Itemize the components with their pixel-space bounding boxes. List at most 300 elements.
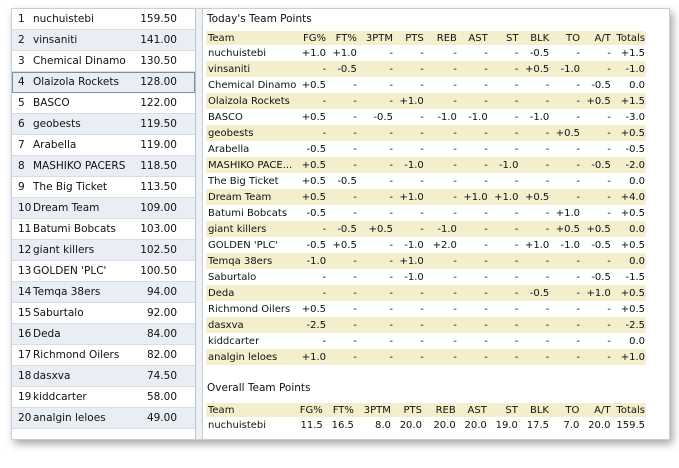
- standings-points: 58.00: [146, 391, 177, 403]
- stat-cell: -: [458, 61, 489, 77]
- standings-rank: 8: [18, 160, 25, 172]
- standings-label: [18, 139, 135, 151]
- stat-cell: -: [298, 221, 327, 237]
- stat-cell: 20.0: [580, 417, 611, 433]
- standings-rank: 7: [18, 139, 25, 151]
- stat-cell: -: [519, 269, 550, 285]
- stat-cell: +0.5: [358, 221, 394, 237]
- stat-cell: -: [519, 77, 550, 93]
- stat-cell: -: [519, 205, 550, 221]
- stat-cell: -: [489, 93, 520, 109]
- stat-cell: +0.5: [612, 125, 646, 141]
- standings-label: [18, 223, 135, 235]
- standings-row[interactable]: [12, 219, 195, 240]
- stat-cell: -: [550, 301, 581, 317]
- standings-rank: 19: [18, 391, 32, 403]
- column-header[interactable]: AST: [457, 403, 488, 417]
- stat-cell: -0.5: [327, 173, 358, 189]
- stat-cell: +0.5: [298, 77, 327, 93]
- stat-cell: -2.5: [612, 317, 646, 333]
- stat-cell: -: [489, 301, 520, 317]
- stat-cell: -0.5: [581, 157, 612, 173]
- stat-cell: -: [550, 285, 581, 301]
- stat-cell: -: [327, 269, 358, 285]
- table-row[interactable]: [206, 157, 646, 173]
- stat-cell: -0.5: [581, 237, 612, 253]
- standings-team: geobests: [33, 118, 81, 130]
- standings-team: Deda: [33, 328, 61, 340]
- stat-cell: -: [550, 317, 581, 333]
- stat-cell: -: [327, 93, 358, 109]
- standings-row[interactable]: [12, 198, 195, 219]
- standings-rank: 14: [18, 286, 32, 298]
- stat-cell: -: [394, 141, 425, 157]
- stat-cell: -: [581, 349, 612, 365]
- stat-cell: -: [327, 189, 358, 205]
- stat-cell: -: [394, 317, 425, 333]
- stat-cell: -: [458, 269, 489, 285]
- table-row[interactable]: [206, 109, 646, 125]
- stat-cell: -: [298, 93, 327, 109]
- stat-cell: +1.5: [612, 45, 646, 61]
- standings-label: [18, 55, 135, 67]
- stat-cell: +0.5: [581, 221, 612, 237]
- stat-cell: -: [550, 333, 581, 349]
- stat-cell: -: [358, 237, 394, 253]
- stat-cell: -: [425, 333, 458, 349]
- stat-cell: -: [550, 189, 581, 205]
- stat-cell: -: [458, 253, 489, 269]
- standings-team: Richmond Oilers: [33, 349, 120, 361]
- table-row[interactable]: [206, 269, 646, 285]
- standings-team: Chemical Dinamo: [33, 55, 126, 67]
- table-row[interactable]: [206, 237, 646, 253]
- stat-cell: +0.5: [519, 61, 550, 77]
- stat-cell: -0.5: [327, 221, 358, 237]
- standings-label: [18, 202, 135, 214]
- standings-rank: 1: [18, 13, 25, 25]
- column-header[interactable]: A/T: [581, 31, 612, 45]
- stat-cell: -: [458, 349, 489, 365]
- standings-label: [18, 328, 135, 340]
- standings-points: 122.00: [140, 97, 177, 109]
- stat-cell: -: [327, 317, 358, 333]
- stat-cell: -: [458, 205, 489, 221]
- stat-cell: +0.5: [298, 157, 327, 173]
- pane-splitter[interactable]: [196, 9, 203, 440]
- table-row[interactable]: [206, 349, 646, 365]
- stat-cell: -: [327, 157, 358, 173]
- stat-cell: -: [458, 221, 489, 237]
- stat-cell: +0.5: [519, 189, 550, 205]
- team-cell: Olaizola Rockets: [206, 93, 298, 109]
- column-header[interactable]: FT%: [327, 31, 358, 45]
- stat-cell: -: [394, 349, 425, 365]
- column-header[interactable]: 3PTM: [358, 31, 394, 45]
- stat-cell: -: [358, 157, 394, 173]
- column-header[interactable]: REB: [423, 403, 457, 417]
- stat-cell: -: [394, 285, 425, 301]
- team-cell: BASCO: [206, 109, 298, 125]
- standings-row[interactable]: [12, 408, 195, 429]
- standings-label: [18, 412, 135, 424]
- standings-rank: 12: [18, 244, 32, 256]
- table-row[interactable]: [206, 141, 646, 157]
- stat-cell: -: [489, 45, 520, 61]
- stat-cell: -: [519, 93, 550, 109]
- stat-cell: -: [581, 173, 612, 189]
- stat-cell: -: [550, 77, 581, 93]
- stat-cell: -1.0: [394, 157, 425, 173]
- stat-cell: -1.0: [550, 237, 581, 253]
- stat-cell: -: [519, 141, 550, 157]
- standings-team: Arabella: [33, 139, 77, 151]
- standings-row[interactable]: [12, 177, 195, 198]
- team-cell: kiddcarter: [206, 333, 298, 349]
- stat-cell: +0.5: [612, 205, 646, 221]
- standings-rank: 2: [18, 34, 25, 46]
- stat-cell: -: [519, 333, 550, 349]
- team-cell: analgin leloes: [206, 349, 298, 365]
- stat-cell: -: [489, 205, 520, 221]
- stat-cell: -: [394, 77, 425, 93]
- stat-cell: -: [298, 269, 327, 285]
- stat-cell: +1.0: [327, 45, 358, 61]
- column-header[interactable]: TO: [550, 31, 581, 45]
- stat-cell: -: [489, 333, 520, 349]
- stat-cell: +1.0: [489, 189, 520, 205]
- table-row[interactable]: [206, 45, 646, 61]
- standings-points: 118.50: [140, 160, 177, 172]
- standings-points: 49.00: [146, 412, 177, 424]
- standings-team: BASCO: [33, 97, 70, 109]
- stat-cell: -: [425, 125, 458, 141]
- standings-row[interactable]: [12, 51, 195, 72]
- stat-cell: -: [519, 173, 550, 189]
- stat-cell: -: [581, 317, 612, 333]
- standings-rank: 3: [18, 55, 25, 67]
- standings-row[interactable]: [12, 324, 195, 345]
- stat-cell: +0.5: [550, 221, 581, 237]
- standings-team: The Big Ticket: [33, 181, 108, 193]
- column-header[interactable]: 3PTM: [355, 403, 392, 417]
- standings-label: [18, 97, 135, 109]
- standings-points: 94.00: [146, 286, 177, 298]
- team-cell: Deda: [206, 285, 298, 301]
- stat-cell: -: [581, 61, 612, 77]
- stat-cell: -: [458, 77, 489, 93]
- stat-cell: -: [394, 221, 425, 237]
- stat-cell: -: [358, 77, 394, 93]
- column-header[interactable]: PTS: [392, 403, 423, 417]
- stat-cell: -: [425, 157, 458, 173]
- column-header[interactable]: AST: [458, 31, 489, 45]
- standings-team: vinsaniti: [33, 34, 78, 46]
- table-row[interactable]: [206, 125, 646, 141]
- team-cell: Batumi Bobcats: [206, 205, 298, 221]
- standings-points: 92.00: [146, 307, 177, 319]
- standings-points: 119.00: [140, 139, 177, 151]
- stat-cell: 20.0: [457, 417, 488, 433]
- column-header[interactable]: BLK: [519, 403, 550, 417]
- standings-row[interactable]: [12, 387, 195, 408]
- stat-cell: 159.5: [611, 417, 646, 433]
- standings-label: [18, 265, 135, 277]
- standings-row[interactable]: [12, 114, 195, 135]
- standings-team: Batumi Bobcats: [33, 223, 116, 235]
- team-points-pane[interactable]: [203, 9, 670, 440]
- standings-row[interactable]: [12, 135, 195, 156]
- team-cell: vinsaniti: [206, 61, 298, 77]
- stat-cell: -: [550, 349, 581, 365]
- column-header[interactable]: PTS: [394, 31, 425, 45]
- stat-cell: -: [581, 333, 612, 349]
- stat-cell: -: [581, 125, 612, 141]
- column-header[interactable]: Totals: [611, 403, 646, 417]
- standings-team: GOLDEN 'PLC': [33, 265, 107, 277]
- stat-cell: -: [358, 93, 394, 109]
- table-row[interactable]: [206, 61, 646, 77]
- stat-cell: -: [519, 221, 550, 237]
- stat-cell: 20.0: [423, 417, 457, 433]
- standings-rank: 15: [18, 307, 32, 319]
- table-row[interactable]: [206, 189, 646, 205]
- stat-cell: +2.0: [425, 237, 458, 253]
- stat-cell: -: [394, 45, 425, 61]
- table-row[interactable]: [206, 77, 646, 93]
- standings-row[interactable]: [12, 366, 195, 387]
- stat-cell: -: [358, 189, 394, 205]
- stat-cell: -: [458, 141, 489, 157]
- stat-cell: -1.0: [394, 237, 425, 253]
- stat-cell: -0.5: [581, 77, 612, 93]
- standings-row[interactable]: [12, 30, 195, 51]
- stat-cell: -: [327, 205, 358, 221]
- table-row[interactable]: [206, 253, 646, 269]
- stat-cell: +1.0: [394, 253, 425, 269]
- standings-team: MASHIKO PACERS: [33, 160, 126, 172]
- column-header[interactable]: Team: [206, 31, 298, 45]
- stat-cell: 0.0: [612, 77, 646, 93]
- stat-cell: +1.0: [394, 93, 425, 109]
- stat-cell: -: [425, 317, 458, 333]
- stat-cell: +1.0: [612, 349, 646, 365]
- table-row[interactable]: [206, 93, 646, 109]
- stat-cell: +1.0: [298, 349, 327, 365]
- standings-team: kiddcarter: [33, 391, 87, 403]
- table-row[interactable]: [206, 285, 646, 301]
- stat-cell: -: [358, 333, 394, 349]
- column-header[interactable]: A/T: [580, 403, 611, 417]
- stat-cell: -: [489, 173, 520, 189]
- stat-cell: -: [425, 77, 458, 93]
- standings-points: 141.00: [140, 34, 177, 46]
- stat-cell: -: [550, 93, 581, 109]
- stat-cell: -: [425, 253, 458, 269]
- stat-cell: -: [327, 285, 358, 301]
- stat-cell: +1.0: [581, 285, 612, 301]
- stat-cell: -1.0: [612, 61, 646, 77]
- team-cell: Saburtalo: [206, 269, 298, 285]
- standings-row[interactable]: [12, 240, 195, 261]
- stat-cell: 17.5: [519, 417, 550, 433]
- team-cell: dasxva: [206, 317, 298, 333]
- column-header[interactable]: Team: [206, 403, 294, 417]
- stat-cell: -: [425, 189, 458, 205]
- team-cell: giant killers: [206, 221, 298, 237]
- stat-cell: -: [489, 253, 520, 269]
- stat-cell: -: [581, 109, 612, 125]
- stat-cell: -: [519, 317, 550, 333]
- stat-cell: -: [327, 253, 358, 269]
- standings-points: 103.00: [140, 223, 177, 235]
- standings-team: Temqa 38ers: [33, 286, 101, 298]
- table-row[interactable]: [206, 173, 646, 189]
- stat-cell: 11.5: [294, 417, 323, 433]
- stat-cell: -: [550, 109, 581, 125]
- stat-cell: -: [425, 141, 458, 157]
- stat-cell: -: [581, 189, 612, 205]
- stat-cell: -: [358, 141, 394, 157]
- column-header[interactable]: REB: [425, 31, 458, 45]
- table-row[interactable]: [206, 417, 646, 433]
- stat-cell: +0.5: [298, 109, 327, 125]
- column-header[interactable]: FG%: [298, 31, 327, 45]
- standings-points: 119.50: [140, 118, 177, 130]
- table-row[interactable]: [206, 317, 646, 333]
- stat-cell: -: [327, 301, 358, 317]
- stat-cell: -1.0: [425, 221, 458, 237]
- standings-row[interactable]: [12, 261, 195, 282]
- stat-cell: -: [425, 301, 458, 317]
- column-header[interactable]: ST: [489, 31, 520, 45]
- stat-cell: -0.5: [358, 109, 394, 125]
- stat-cell: +0.5: [298, 301, 327, 317]
- today-points-title: Today's Team Points: [207, 13, 312, 25]
- stat-cell: +1.5: [612, 93, 646, 109]
- stat-cell: 20.0: [392, 417, 423, 433]
- standings-label: [18, 181, 135, 193]
- stat-cell: +0.5: [581, 93, 612, 109]
- standings-list[interactable]: [12, 9, 196, 440]
- standings-points: 102.50: [140, 244, 177, 256]
- overall-points-table: [206, 403, 646, 433]
- stat-cell: -1.0: [550, 61, 581, 77]
- stat-cell: +0.5: [612, 237, 646, 253]
- column-header[interactable]: TO: [550, 403, 580, 417]
- stat-cell: -3.0: [612, 109, 646, 125]
- column-header[interactable]: BLK: [519, 31, 550, 45]
- stat-cell: -1.0: [425, 109, 458, 125]
- table-row[interactable]: [206, 333, 646, 349]
- stat-cell: -: [489, 349, 520, 365]
- stat-cell: -: [394, 205, 425, 221]
- stat-cell: -: [394, 109, 425, 125]
- table-row[interactable]: [206, 205, 646, 221]
- team-cell: MASHIKO PACE...: [206, 157, 298, 173]
- stat-cell: +1.0: [458, 189, 489, 205]
- stat-cell: -1.0: [519, 109, 550, 125]
- standings-rank: 6: [18, 118, 25, 130]
- stat-cell: -: [519, 157, 550, 173]
- standings-row[interactable]: [12, 303, 195, 324]
- stat-cell: -: [489, 221, 520, 237]
- standings-row[interactable]: [12, 345, 195, 366]
- stat-cell: -: [581, 253, 612, 269]
- standings-team: Olaizola Rockets: [33, 76, 119, 88]
- stat-cell: 19.0: [488, 417, 519, 433]
- column-header[interactable]: FT%: [324, 403, 355, 417]
- stat-cell: -: [458, 125, 489, 141]
- standings-row[interactable]: [12, 156, 195, 177]
- stat-cell: +0.5: [298, 173, 327, 189]
- standings-label: [18, 244, 135, 256]
- stat-cell: +1.0: [394, 189, 425, 205]
- table-row[interactable]: [206, 301, 646, 317]
- standings-team: dasxva: [33, 370, 71, 382]
- stat-cell: 8.0: [355, 417, 392, 433]
- stat-cell: -: [425, 285, 458, 301]
- stat-cell: -: [550, 253, 581, 269]
- stat-cell: -: [358, 269, 394, 285]
- standings-rank: 16: [18, 328, 32, 340]
- stat-cell: -: [550, 173, 581, 189]
- stat-cell: -: [425, 349, 458, 365]
- stat-cell: -1.0: [458, 109, 489, 125]
- stat-cell: -0.5: [298, 141, 327, 157]
- stat-cell: -: [489, 125, 520, 141]
- standings-row[interactable]: [12, 93, 195, 114]
- stat-cell: -: [489, 141, 520, 157]
- stat-cell: -: [394, 301, 425, 317]
- stat-cell: -2.5: [298, 317, 327, 333]
- standings-label: [18, 370, 135, 382]
- standings-row[interactable]: [12, 9, 195, 30]
- column-header[interactable]: Totals: [612, 31, 646, 45]
- stat-cell: -: [519, 253, 550, 269]
- stat-cell: +1.0: [298, 45, 327, 61]
- stat-cell: -: [327, 125, 358, 141]
- standings-row[interactable]: [12, 282, 195, 303]
- standings-label: [18, 76, 135, 88]
- stat-cell: -: [458, 285, 489, 301]
- standings-points: 128.00: [140, 76, 177, 88]
- standings-rank: 20: [18, 412, 32, 424]
- column-header[interactable]: ST: [488, 403, 519, 417]
- standings-label: [18, 118, 135, 130]
- table-header-row: [206, 403, 646, 417]
- standings-team: Dream Team: [33, 202, 100, 214]
- stat-cell: -0.5: [298, 205, 327, 221]
- stat-cell: -: [298, 285, 327, 301]
- column-header[interactable]: FG%: [294, 403, 323, 417]
- standings-team: giant killers: [33, 244, 95, 256]
- team-cell: Dream Team: [206, 189, 298, 205]
- stat-cell: -: [458, 301, 489, 317]
- table-header-row: [206, 31, 646, 45]
- stat-cell: 16.5: [324, 417, 355, 433]
- stat-cell: -: [358, 205, 394, 221]
- stat-cell: -: [425, 173, 458, 189]
- table-row[interactable]: [206, 221, 646, 237]
- standings-label: [18, 349, 135, 361]
- overall-points-title: Overall Team Points: [207, 382, 311, 394]
- standings-row[interactable]: [12, 72, 195, 93]
- stat-cell: -0.5: [298, 237, 327, 253]
- stat-cell: -: [327, 333, 358, 349]
- stat-cell: 0.0: [612, 221, 646, 237]
- standings-label: [18, 34, 135, 46]
